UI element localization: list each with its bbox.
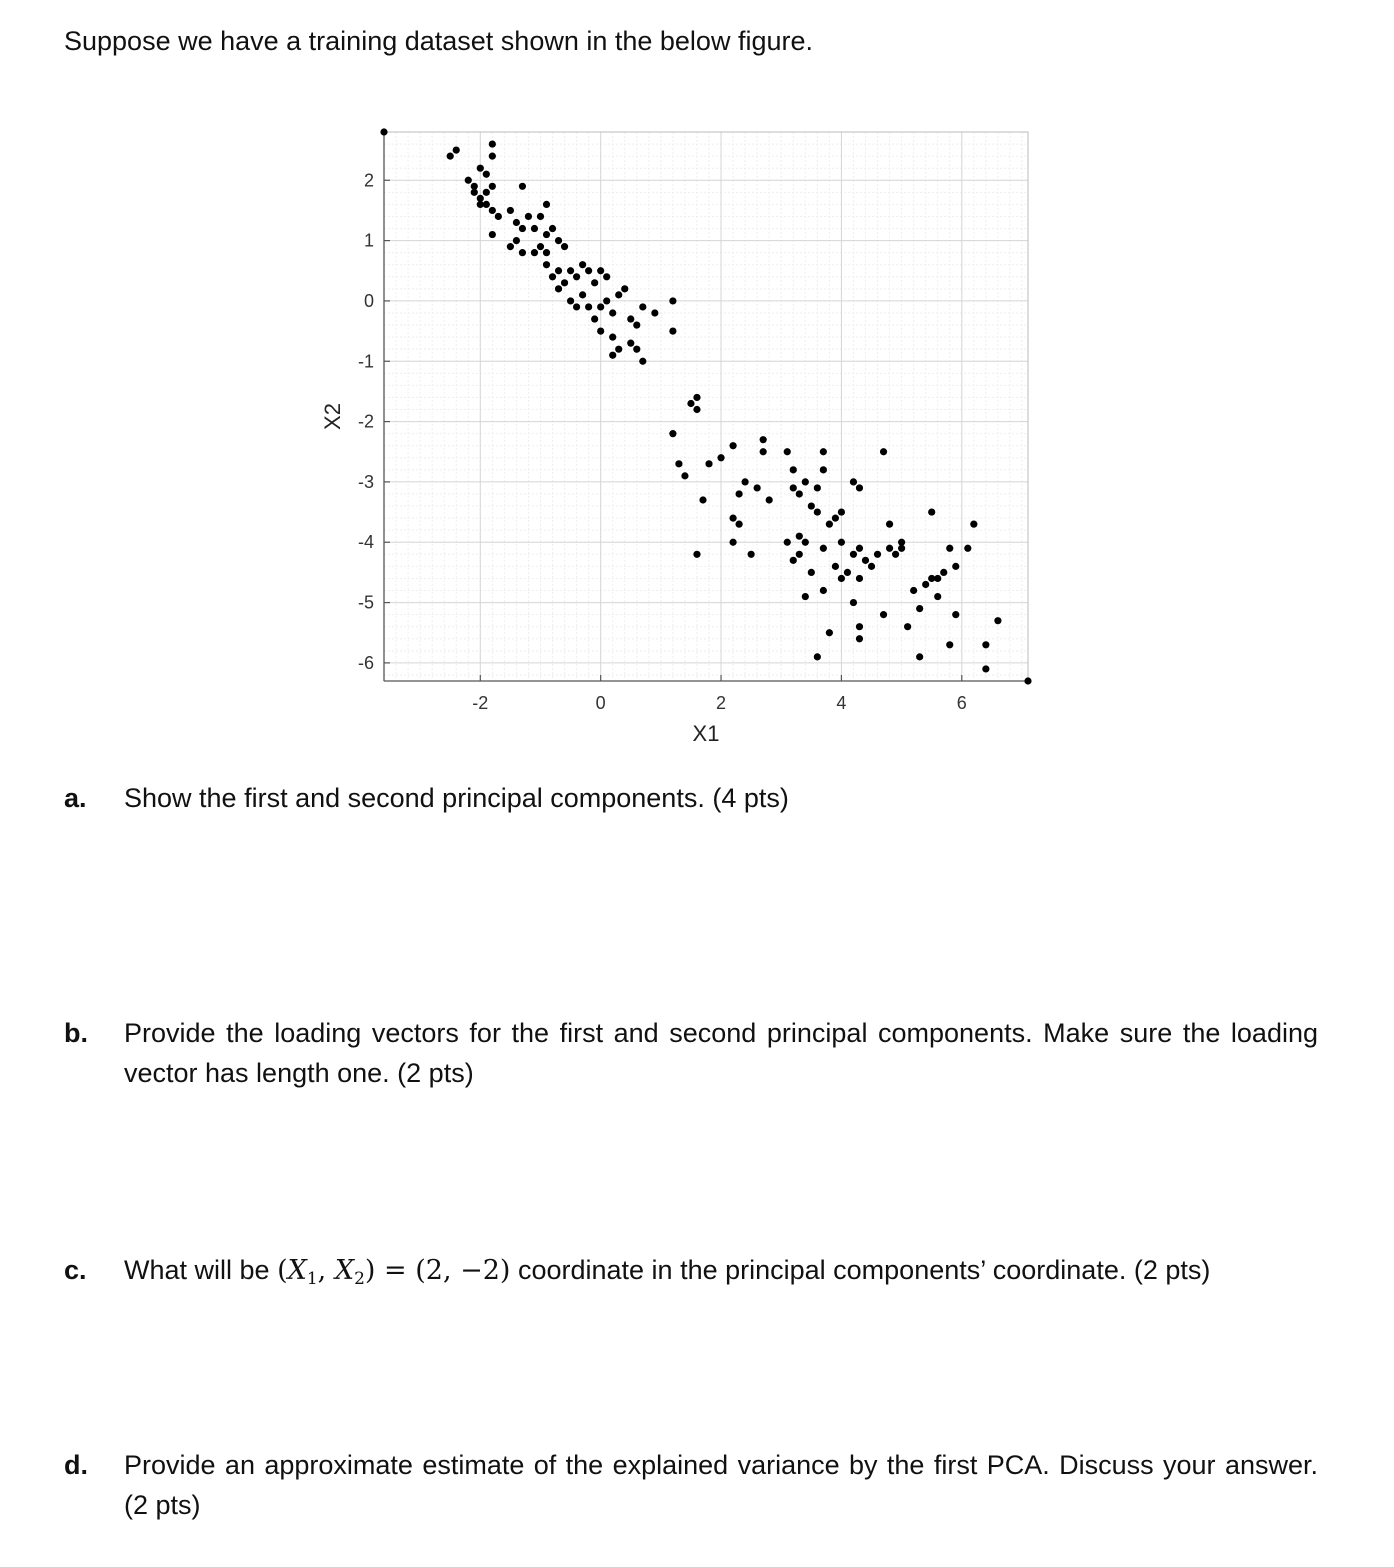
scatter-point [489, 153, 496, 160]
eq-x1-sub: 1 [306, 1269, 318, 1289]
scatter-point [543, 261, 550, 268]
scatter-point [898, 545, 905, 552]
scatter-point [826, 629, 833, 636]
scatter-point [603, 273, 610, 280]
scatter-point [856, 635, 863, 642]
scatter-point [519, 249, 526, 256]
question-a [64, 778, 1318, 818]
scatter-point [874, 551, 881, 558]
question-d [64, 1445, 1318, 1525]
y-tick-label: 2 [363, 170, 374, 191]
question-c-equation: ($X_1$, $X_2) = (2$, −2) [277, 1255, 511, 1289]
scatter-point [784, 448, 791, 455]
scatter-point [814, 508, 821, 515]
scatter-point [802, 593, 809, 600]
scatter-point [754, 484, 761, 491]
y-tick-label: 1 [363, 230, 374, 251]
scatter-point [489, 183, 496, 190]
scatter-point [693, 394, 700, 401]
scatter-point [796, 490, 803, 497]
scatter-point [597, 327, 604, 334]
scatter-point [555, 267, 562, 274]
scatter-point [886, 545, 893, 552]
scatter-point [838, 508, 845, 515]
scatter-point [880, 448, 887, 455]
scatter-point [814, 484, 821, 491]
scatter-point [453, 146, 460, 153]
scatter-point [633, 346, 640, 353]
scatter-point [609, 352, 616, 359]
chart-grid [384, 132, 1028, 681]
scatter-point [465, 177, 472, 184]
question-a-label: a. [64, 783, 87, 813]
scatter-point [525, 213, 532, 220]
scatter-point [519, 225, 526, 232]
scatter-point [748, 551, 755, 558]
x-tick-label: 6 [956, 693, 967, 713]
scatter-point [621, 285, 628, 292]
scatter-point [669, 327, 676, 334]
question-b [64, 1013, 1318, 1093]
scatter-point [729, 442, 736, 449]
scatter-point [892, 551, 899, 558]
scatter-point [669, 430, 676, 437]
scatter-point [934, 575, 941, 582]
eq-x2-sub: 2 [354, 1269, 365, 1289]
scatter-point [808, 569, 815, 576]
scatter-point [627, 315, 634, 322]
scatter-point [537, 243, 544, 250]
scatter-point [495, 213, 502, 220]
scatter-point [483, 189, 490, 196]
scatter-point [699, 496, 706, 503]
y-tick-label: 0 [363, 290, 374, 311]
scatter-point [820, 545, 827, 552]
scatter-point [856, 484, 863, 491]
scatter-point [651, 309, 658, 316]
scatter-point [675, 460, 682, 467]
scatter-point [886, 521, 893, 528]
scatter-point [838, 539, 845, 546]
x-tick-label: 2 [716, 693, 727, 713]
question-a-text: Show the first and second principal components. (4 pts) [124, 783, 789, 813]
scatter-point [561, 243, 568, 250]
y-axis-label: X2 [320, 403, 345, 430]
y-tick-label: -6 [357, 652, 374, 673]
scatter-point [838, 575, 845, 582]
scatter-point [736, 521, 743, 528]
scatter-point [693, 406, 700, 413]
scatter-point [603, 297, 610, 304]
scatter-point [832, 563, 839, 570]
scatter-point [994, 617, 1001, 624]
scatter-point [868, 563, 875, 570]
scatter-point [850, 551, 857, 558]
scatter-point [609, 309, 616, 316]
scatter-point [790, 484, 797, 491]
scatter-point [717, 454, 724, 461]
scatter-chart [300, 120, 1060, 760]
scatter-point [597, 303, 604, 310]
scatter-point [904, 623, 911, 630]
scatter-point [820, 587, 827, 594]
y-tick-label: -5 [357, 592, 374, 613]
x-tick-label: 4 [836, 693, 847, 713]
scatter-point [543, 201, 550, 208]
scatter-point [549, 225, 556, 232]
scatter-point [766, 496, 773, 503]
scatter-point [380, 128, 387, 135]
scatter-point [826, 521, 833, 528]
scatter-point [922, 581, 929, 588]
scatter-point [790, 557, 797, 564]
scatter-point [880, 611, 887, 618]
scatter-point [940, 569, 947, 576]
scatter-point [573, 273, 580, 280]
scatter-point [814, 653, 821, 660]
scatter-point [736, 490, 743, 497]
scatter-point [693, 551, 700, 558]
scatter-point [615, 346, 622, 353]
scatter-point [729, 515, 736, 522]
question-c [64, 1250, 1318, 1299]
question-c-pre: What will be [124, 1255, 270, 1285]
scatter-point [850, 599, 857, 606]
scatter-point [549, 273, 556, 280]
eq-x1: X [287, 1255, 307, 1286]
question-d-label: d. [64, 1450, 88, 1480]
scatter-point [579, 291, 586, 298]
scatter-point [916, 653, 923, 660]
scatter-point [507, 243, 514, 250]
scatter-point [543, 249, 550, 256]
question-b-text: Provide the loading vectors for the first and second principal components. Make sure the loading vector has length one. (2 pts) [124, 1018, 1318, 1088]
chart-points [380, 128, 1031, 684]
scatter-point [705, 460, 712, 467]
scatter-point [1024, 677, 1031, 684]
scatter-point [561, 279, 568, 286]
y-tick-label: -1 [357, 351, 374, 372]
scatter-point [567, 267, 574, 274]
scatter-point [970, 521, 977, 528]
scatter-point [573, 303, 580, 310]
scatter-point [597, 267, 604, 274]
scatter-point [669, 297, 676, 304]
scatter-point [483, 201, 490, 208]
scatter-point [982, 641, 989, 648]
intro-text: Suppose we have a training dataset shown in the below figure. [64, 26, 813, 56]
scatter-point [639, 358, 646, 365]
scatter-point [489, 231, 496, 238]
scatter-point [946, 545, 953, 552]
scatter-point [784, 539, 791, 546]
scatter-point [910, 587, 917, 594]
scatter-point [555, 237, 562, 244]
scatter-point [856, 545, 863, 552]
scatter-point [513, 219, 520, 226]
scatter-point [832, 515, 839, 522]
scatter-point [802, 478, 809, 485]
eq-value: (2, −2) [415, 1255, 511, 1286]
scatter-point [934, 593, 941, 600]
scatter-point [591, 315, 598, 322]
scatter-point [507, 207, 514, 214]
scatter-point [946, 641, 953, 648]
scatter-point [609, 334, 616, 341]
question-d-text: Provide an approximate estimate of the explained variance by the first PCA. Discuss your answer. (2 pts) [124, 1450, 1318, 1520]
scatter-point [531, 225, 538, 232]
y-tick-label: -4 [357, 532, 374, 553]
scatter-point [531, 249, 538, 256]
scatter-point [543, 231, 550, 238]
scatter-point [856, 623, 863, 630]
scatter-point [820, 466, 827, 473]
scatter-point [820, 448, 827, 455]
x-axis-label: X1 [692, 721, 720, 746]
scatter-point [681, 472, 688, 479]
scatter-point [952, 611, 959, 618]
scatter-point [585, 267, 592, 274]
y-tick-label: -3 [357, 471, 374, 492]
scatter-point [796, 533, 803, 540]
scatter-point [537, 213, 544, 220]
scatter-point [850, 478, 857, 485]
x-tick-label: -2 [472, 693, 489, 713]
scatter-point [585, 303, 592, 310]
question-b-label: b. [64, 1018, 88, 1048]
question-c-text [124, 1250, 1318, 1299]
scatter-point [687, 400, 694, 407]
scatter-point [796, 551, 803, 558]
scatter-point [591, 279, 598, 286]
y-tick-label: -2 [357, 411, 374, 432]
question-c-label: c. [64, 1255, 87, 1285]
eq-x2: X [334, 1255, 355, 1286]
scatter-point [916, 605, 923, 612]
scatter-point [802, 539, 809, 546]
scatter-point [982, 665, 989, 672]
scatter-point [489, 207, 496, 214]
scatter-point [742, 478, 749, 485]
scatter-point [790, 466, 797, 473]
scatter-point [844, 569, 851, 576]
scatter-point [856, 575, 863, 582]
scatter-point [615, 291, 622, 298]
scatter-point [579, 261, 586, 268]
scatter-point [555, 285, 562, 292]
scatter-point [513, 237, 520, 244]
scatter-point [567, 297, 574, 304]
scatter-point [489, 140, 496, 147]
x-tick-label: 0 [595, 693, 606, 713]
scatter-point [760, 436, 767, 443]
scatter-point [447, 153, 454, 160]
scatter-point [519, 183, 526, 190]
scatter-point [808, 502, 815, 509]
scatter-point [928, 508, 935, 515]
scatter-point [471, 189, 478, 196]
chart-tick-labels [358, 170, 967, 713]
question-c-post: coordinate in the principal components’ coordinate. (2 pts) [517, 1255, 1211, 1285]
scatter-point [633, 321, 640, 328]
scatter-point [627, 340, 634, 347]
scatter-point [964, 545, 971, 552]
scatter-point [729, 539, 736, 546]
scatter-point [483, 171, 490, 178]
scatter-point [760, 448, 767, 455]
scatter-point [477, 165, 484, 172]
scatter-point [862, 557, 869, 564]
scatter-point [639, 303, 646, 310]
scatter-point [952, 563, 959, 570]
